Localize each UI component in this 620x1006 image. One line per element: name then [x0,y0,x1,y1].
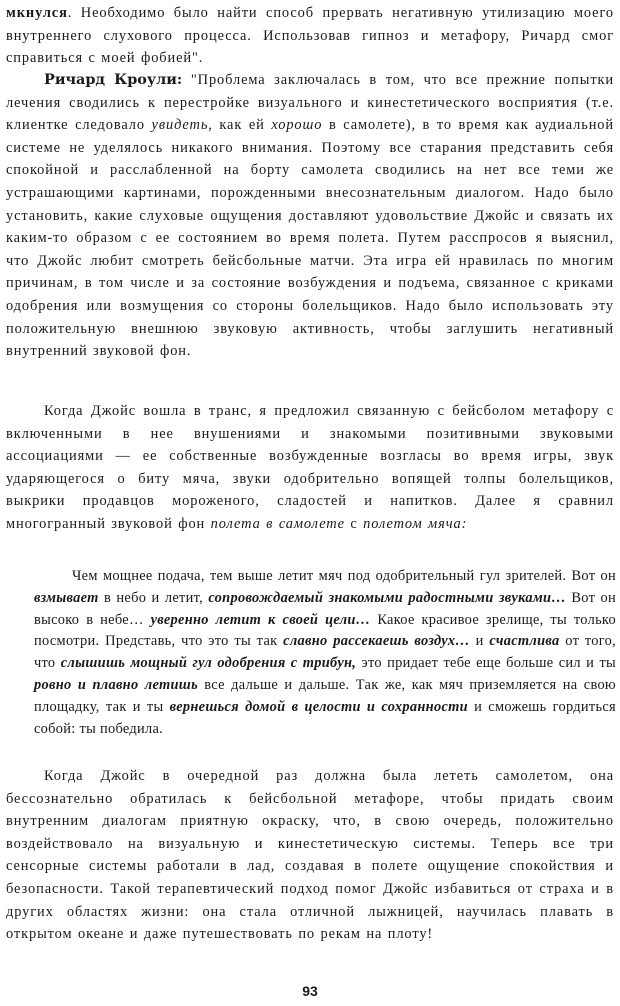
speaker-name: Ричард Кроули: [44,71,183,88]
emphasis-text: полета в самолете [210,515,345,532]
quote-text: Чем мощнее подача, тем выше летит мяч под одобрительный гул зрителей. Вот он [72,568,616,584]
paragraph-text: в самолете), в то время как аудиальной системе не уделялось никакого внимания. Поэтому все старания представить себя спокойной и расслабленной на борту самолета сводились на нет все теми же устрашающими картинами, порожденными внесознательным диалогом. Надо было установить, какие слуховые ощущения доставляют удовольствие Джойс и связать их каким-то образом с ее состоянием во время полета. Путем расспросов я выяснил, что Джойс любит смотреть бейсбольные матчи. Эта игра ей нравилась по многим причинам, в том числе и за состояние возбуждения и подъема, связанное с криками одобрения или возмущения со стороны болельщиков. Надо было использовать эту положительную внешнюю звуковую активность, чтобы заглушить негативный внутренний звуковой фон. [6,117,614,360]
emphasis-text: полетом мяча: [363,515,468,532]
paragraph-text: Когда Джойс в очередной раз должна была лететь самолетом, она бессознательно обратилась к бейсбольной метафоре, чтобы придать своим внутренним диалогам приятную окраску, что, в свою очередь, положительно воздействовало на визуальную и кинестетическую системы. Теперь все три сенсорные системы работали в лад, создавая в полете ощущение спокойствия и безопасности. Такой терапевтический подход помог Джойс избавиться от страха и в других областях жизни: она стала отличной лыжницей, научилась плавать в открытом океане и даже путешествовать по рекам на плоту! [6,768,614,943]
quote-text: Какое красивое зрелище, ты только посмотри. Представь, что это ты так [34,611,616,650]
page-number: 93 [302,983,318,999]
quote-emphasis: славно рассекаешь воздух… [283,633,470,650]
emphasis-text: хорошо [271,117,323,134]
paragraph-lead-word: мкнулся [6,5,68,21]
quote-text: и сможешь гордиться собой: ты победила. [34,698,616,737]
paragraph-continuation [6,2,614,70]
paragraph-crowley-speech [6,69,614,363]
quote-text: все дальше и дальше. Так же, как мяч приземляется на свою площадку, так и ты [34,676,616,715]
quote-emphasis: взмывает [34,589,99,606]
quote-emphasis: уверенно летит к своей цели… [150,611,371,628]
quote-emphasis: сопровождаемый знакомыми радостными звуками… [208,589,567,606]
paragraph-trance [6,400,614,536]
paragraph-text: , как ей [208,117,272,134]
quote-text: и [469,633,490,650]
metaphor-quote [34,566,616,740]
quote-text: это придает тебе еще больше сил и ты [356,655,617,672]
quote-text: Вот он высоко в небе… [34,589,616,628]
quote-text: от того, что [34,633,617,672]
emphasis-text: увидеть [151,117,209,134]
paragraph-text: . Необходимо было найти способ прервать негативную утилизацию моего внутреннего слухового процесса. Использовав гипноз и метафору, Ричард смог справиться с моей фобией". [6,5,614,67]
quote-emphasis: счастлива [489,633,560,650]
paragraph-text: "Проблема заключалась в том, что все прежние попытки лечения сводились к перестройке визуального и кинестетического восприятия (т.е. клиентке следовало [6,72,614,134]
paragraph-text: с [344,515,364,532]
quote-emphasis: вернешься домой в целости и сохранности [169,698,468,715]
quote-text: в небо и летит, [98,589,209,606]
paragraph-text: Когда Джойс вошла в транс, я предложил связанную с бейсболом метафору с включенными в нее внушениями и знакомыми позитивными звуковыми ассоциациями — ее собственные возбужденные возгласы во время игры, звук ударяющегося о биту мяча, звуки одобрительно вопящей толпы болельщиков, выкрики продавцов мороженого, сладостей и напитков. Далее я сравнил многогранный звуковой фон [6,403,614,532]
quote-emphasis: ровно и плавно летишь [34,676,198,693]
quote-emphasis: слышишь мощный гул одобрения с трибун, [60,655,357,672]
paragraph-conclusion [6,765,614,946]
